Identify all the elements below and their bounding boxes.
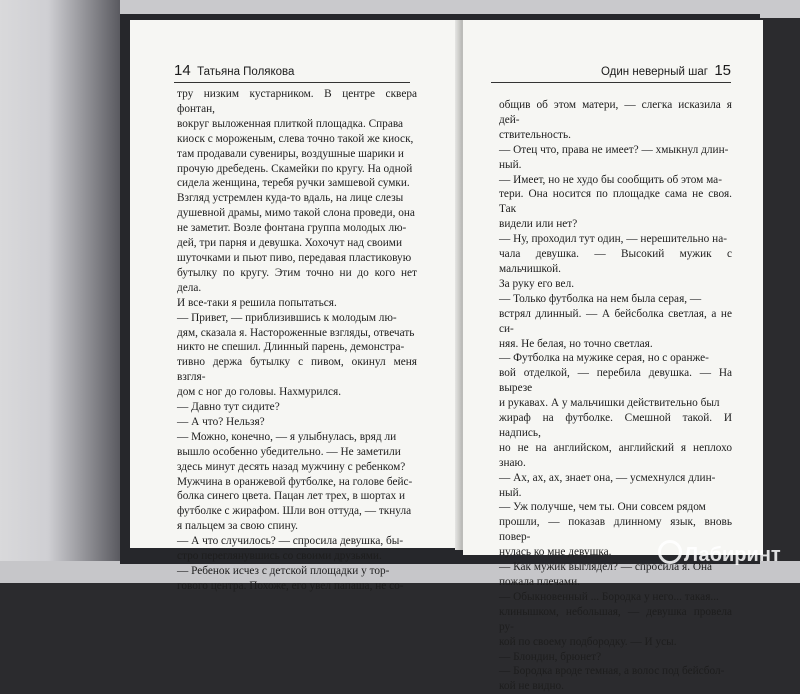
right-page-text xyxy=(499,98,732,694)
left-running-head-title: Татьяна Полякова xyxy=(197,66,295,78)
text-line: прошли, — показав длинному язык, вновь повер- xyxy=(499,516,732,544)
text-line: — Отец что, права не имеет? — хмыкнул длин- xyxy=(499,143,729,156)
left-header-rule xyxy=(174,82,410,83)
left-running-head xyxy=(174,62,294,79)
text-line: не заметит. Возле фонтана группа молодых лю- xyxy=(177,222,407,235)
text-line: — Обыкновенный ... Бородка у него... такая... xyxy=(499,590,719,603)
text-line: — А что? Нельзя? xyxy=(177,415,265,428)
text-line: — Давно тут сидите? xyxy=(177,401,280,414)
background-left xyxy=(0,0,120,583)
text-line: — Как мужик выглядел? — спросила я. Она xyxy=(499,561,713,574)
text-line: вышло особенно убедительно. — Не заметили xyxy=(177,445,401,458)
text-line: няя. Не белая, но точно светлая. xyxy=(499,337,653,350)
text-line: стро переглянувшись со своими друзьями. xyxy=(177,550,382,563)
text-line: видели или нет? xyxy=(499,218,578,231)
right-running-head-title: Один неверный шаг xyxy=(600,66,708,78)
watermark-text: Лабиринт xyxy=(684,544,781,566)
text-line: — Блондин, брюнет? xyxy=(499,650,602,663)
text-line: За руку его вел. xyxy=(499,277,575,290)
text-line: ный. xyxy=(499,486,522,499)
text-line: Взгляд устремлен куда-то вдаль, на лице слезы xyxy=(177,192,404,205)
text-line: — Имеет, но не худо бы сообщить об этом ма- xyxy=(499,173,722,186)
text-line: ный. xyxy=(499,158,522,171)
text-line: — Привет, — приблизившись к молодым лю- xyxy=(177,311,397,324)
text-line: — Ах, ах, ах, знает она, — усмехнулся длин- xyxy=(499,471,716,484)
text-line: здесь минут десять назад мужчину с ребенком? xyxy=(177,460,406,473)
text-line: пожала плечами. xyxy=(499,576,580,588)
labirint-logo-icon xyxy=(658,540,682,564)
text-line: дям, сказала я. Настороженные взгляды, отвечать xyxy=(177,326,415,339)
text-line: Мужчина в оранжевой футболке, на голове бейс- xyxy=(177,475,413,488)
text-line: — Ну, проходил тут один, — нерешительно на- xyxy=(499,233,727,246)
labirint-watermark xyxy=(658,540,781,567)
text-line: тру низким кустарником. В центре сквера фонтан, xyxy=(177,88,417,115)
text-line: и рукавах. А у мальчишки действительно был xyxy=(499,397,720,410)
text-line: бутылку по кругу. Этим точно ни до кого нет дела. xyxy=(177,266,417,294)
text-line: киоск с мороженым, слева точно такой же киоск, xyxy=(177,132,414,145)
text-line: — Ребенок исчез с детской площадки у тор- xyxy=(177,565,390,577)
text-line: сидела женщина, теребя ручки замшевой сумки. xyxy=(177,177,410,190)
text-line: И все-таки я решила попытаться. xyxy=(177,296,337,309)
text-line: футболке с жирафом. Шли вон оттуда, — ткнула xyxy=(177,505,412,518)
text-line: нулась ко мне девушка. xyxy=(499,546,612,559)
text-line: гового центра. Похоже, его увел папаша, не со- xyxy=(177,579,404,592)
text-line: — А что случилось? — спросила девушка, бы- xyxy=(177,535,404,548)
text-line: ствительность. xyxy=(499,128,571,141)
text-line: душевной драмы, мимо такой слона проведи, она xyxy=(177,207,415,220)
text-line: шуточками и пьют пиво, передавая пластиковую xyxy=(177,251,412,264)
text-line: клинышком, небольшая, — девушка провела ру- xyxy=(499,605,732,633)
text-line: там продавали сувениры, воздушные шарики и xyxy=(177,147,404,160)
text-line: дом с ног до головы. Нахмурился. xyxy=(177,386,342,399)
text-line: — Уж получше, чем ты. Они совсем рядом xyxy=(499,501,706,514)
text-line: вокруг выложенная плиткой площадка. Справа xyxy=(177,117,404,130)
text-line: чала девушка. — Высокий мужик с мальчишкой. xyxy=(499,248,732,275)
right-header-rule xyxy=(491,82,731,83)
text-line: кой по своему подбородку. — И усы. xyxy=(499,635,677,648)
text-line: — Бородка вроде темная, а волос под бейсбол- xyxy=(499,665,725,678)
text-line: встрял длинный. — А бейсболка светлая, а не си- xyxy=(499,307,732,335)
left-page-text xyxy=(177,87,417,594)
text-line: болка синего цвета. Пацан лет трех, в шортах и xyxy=(177,490,406,503)
text-line: — Футболка на мужике серая, но с оранже- xyxy=(499,352,709,365)
right-running-head xyxy=(601,62,731,79)
text-line: прочую дребедень. Скамейки по кругу. На одной xyxy=(177,162,413,175)
text-line: дей, три парня и девушка. Хохочут над своими xyxy=(177,237,402,250)
right-page-number: 15 xyxy=(714,62,731,79)
text-line: но не на английском, английский я неплохо знаю. xyxy=(499,441,732,469)
text-line: тери. Она носится по площадке сама не своя. Так xyxy=(499,188,732,216)
text-line: — Можно, конечно, — я улыбнулась, вряд ли xyxy=(177,430,397,443)
text-line: кой не видно. xyxy=(499,680,564,693)
text-line: — Только футболка на нем была серая, — xyxy=(499,292,702,305)
text-line: тивно держа бутылку с пивом, окинул меня взгля- xyxy=(177,356,417,384)
text-line: жираф на футболке. Смешной такой. И надпись, xyxy=(499,412,732,439)
text-line: общив об этом матери, — слегка исказила я дей- xyxy=(499,99,732,126)
text-line: вой отделкой, — перебила девушка. — На вырезе xyxy=(499,367,732,395)
text-line: никто не спешил. Длинный парень, демонстра- xyxy=(177,341,405,354)
left-page xyxy=(130,20,460,592)
text-line: я пальцем за свою спину. xyxy=(177,520,298,533)
left-page-number: 14 xyxy=(174,62,191,79)
